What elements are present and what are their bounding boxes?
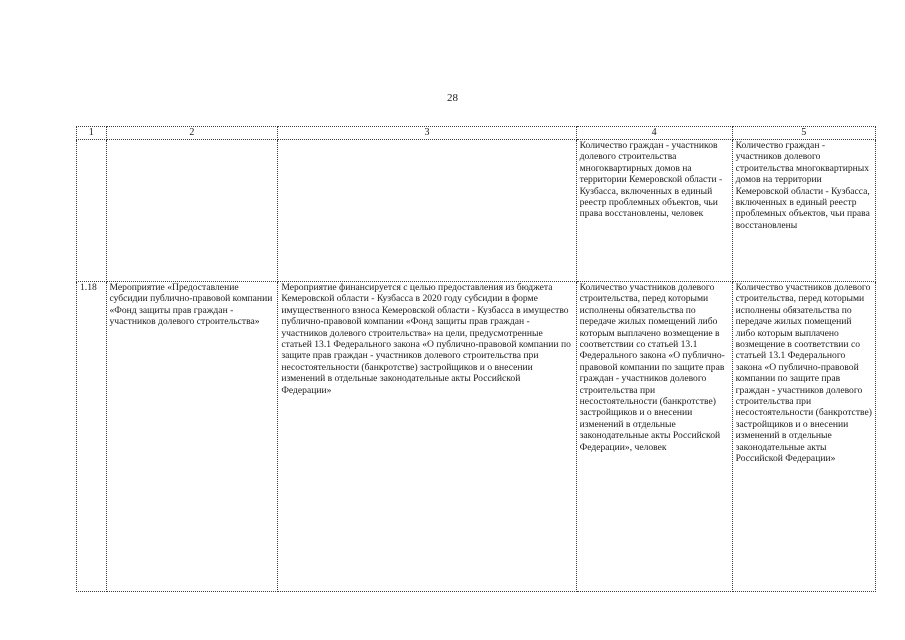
table-row-1-18 xyxy=(77,282,876,592)
cell-description xyxy=(278,140,576,282)
header-col-3: 3 xyxy=(278,127,576,140)
header-col-1: 1 xyxy=(77,127,107,140)
table-row-continued xyxy=(77,140,876,282)
cell-indicator: Количество участников долевого строительства, перед которыми исполнены обязательства по передаче жилых помещений либо которым выплачено возмещение в соответствии со статьей 13.1 Федерального закона «О публично-правовой компании по защите прав граждан - участников долевого строительства при несостоятельности (банкротстве) застройщиков и о внесении изменений в отдельные законодательные акты Российской Федерации», человек xyxy=(576,282,732,592)
page-number: 28 xyxy=(447,92,458,104)
cell-number: 1.18 xyxy=(77,282,107,592)
program-table xyxy=(76,126,876,592)
header-col-2: 2 xyxy=(106,127,278,140)
header-col-5: 5 xyxy=(732,127,875,140)
cell-event xyxy=(106,140,278,282)
cell-method: Количество граждан - участников долевого строительства многоквартирных домов на территории Кемеровской области - Кузбасса, включенных в единый реестр проблемных объектов, чьи права восстановлены xyxy=(732,140,875,282)
cell-indicator: Количество граждан - участников долевого строительства многоквартирных домов на территории Кемеровской области - Кузбасса, включенных в единый реестр проблемных объектов, чьи права восстановлены, человек xyxy=(576,140,732,282)
cell-description: Мероприятие финансируется с целью предоставления из бюджета Кемеровской области - Кузбасса в 2020 году субсидии в форме имущественного взноса Кемеровской области - Кузбасса в имущество публично-правовой компании «Фонд защиты прав граждан - участников долевого строительства» на цели, предусмотренные статьей 13.1 Федерального закона «О публично-правовой компании по защите прав граждан - участников долевого строительства при несостоятельности (банкротстве) застройщиков и о внесении изменений в отдельные законодательные акты Российской Федерации» xyxy=(278,282,576,592)
cell-number xyxy=(77,140,107,282)
cell-event: Мероприятие «Предоставление субсидии публично-правовой компании «Фонд защиты прав граждан - участников долевого строительства» xyxy=(106,282,278,592)
cell-method: Количество участников долевого строительства, перед которыми исполнены обязательства по передаче жилых помещений либо которым выплачено возмещение в соответствии со статьей 13.1 Федерального закона «О публично-правовой компании по защите прав граждан - участников долевого строительства при несостоятельности (банкротстве) застройщиков и о внесении изменений в отдельные законодательные акты Российской Федерации» xyxy=(732,282,875,592)
table-header-row xyxy=(77,127,876,140)
header-col-4: 4 xyxy=(576,127,732,140)
